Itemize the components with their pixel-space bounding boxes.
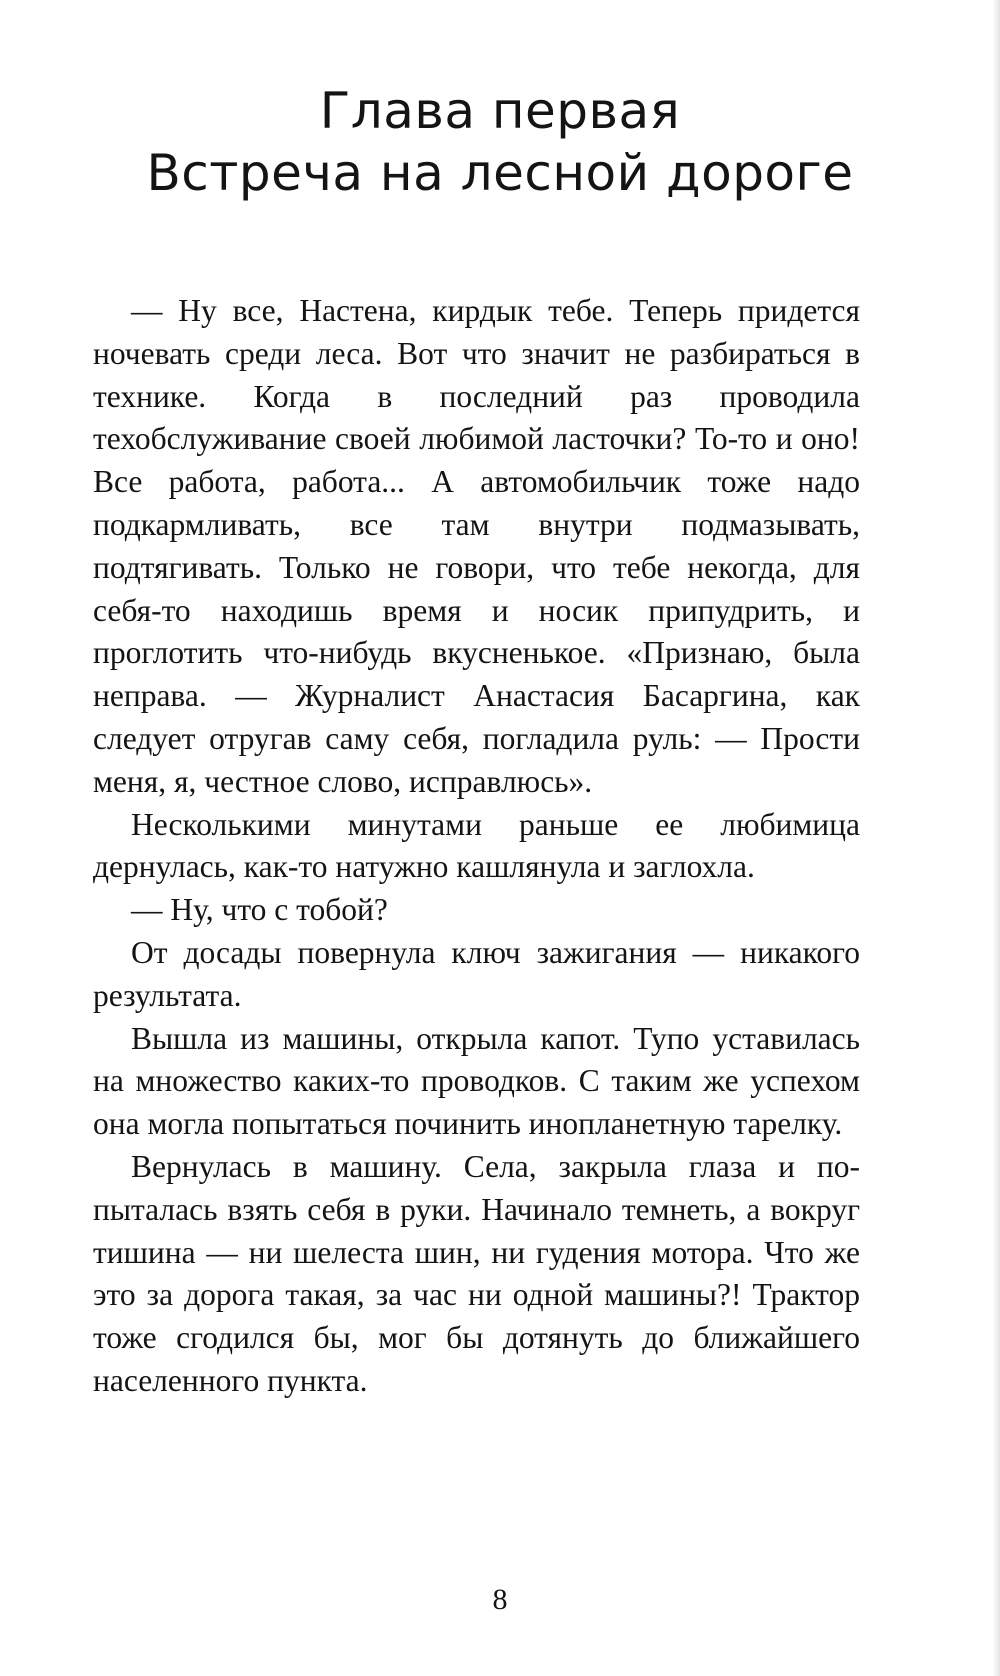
paragraph-4: От досады повернула ключ зажигания — никакого результата. xyxy=(93,934,860,1013)
paragraph-6: Вернулась в машину. Села, закрыла глаза и попыталась взять себя в руки. Начинало темнеть, а вокруг тишина — ни шелеста шин, ни гудения мотора. Что же это за дорога такая, за час ни одной машины?! Трактор тоже сгодился бы, мог бы дотянуть до ближайшего населенного пункта. xyxy=(93,1148,860,1398)
page-number: 8 xyxy=(492,1583,508,1616)
chapter-title: Встреча на лесной дороге xyxy=(146,144,854,202)
paragraph-3: — Ну, что с тобой? xyxy=(131,892,388,928)
page-edge-shadow xyxy=(992,0,1000,1676)
chapter-number-title: Глава первая xyxy=(319,82,681,140)
paragraph-1: — Ну все, Настена, кирдык тебе. Теперь придется ночевать среди леса. Вот что значит не разбираться в технике. Когда в последний раз проводила техобслуживание своей любимой ласточки? То-то и оно! Все работа, работа... А автомобильчик тоже надо подкармливать, все там внутри подмазывать, подтягивать. Только не говори, что тебе некогда, для себя-то находишь время и носик припудрить, и проглотить что-нибудь вкусненькое. «Признаю, была неправа. — Журналист Анастасия Басаргина, как следует отругав саму себя, погладила руль: — Прости меня, я, честное слово, исправлюсь». xyxy=(93,293,860,799)
paragraph-5: Вышла из машины, открыла капот. Тупо уставилась на множество каких-то проводков. С таким же успехом она могла попытаться починить инопланетную тарелку. xyxy=(93,1020,860,1142)
body-text xyxy=(93,290,860,1403)
paragraph-2: Несколькими минутами раньше ее любимица дернулась, как-то натужно кашлянула и заглохла. xyxy=(93,806,860,885)
chapter-heading xyxy=(80,80,920,204)
